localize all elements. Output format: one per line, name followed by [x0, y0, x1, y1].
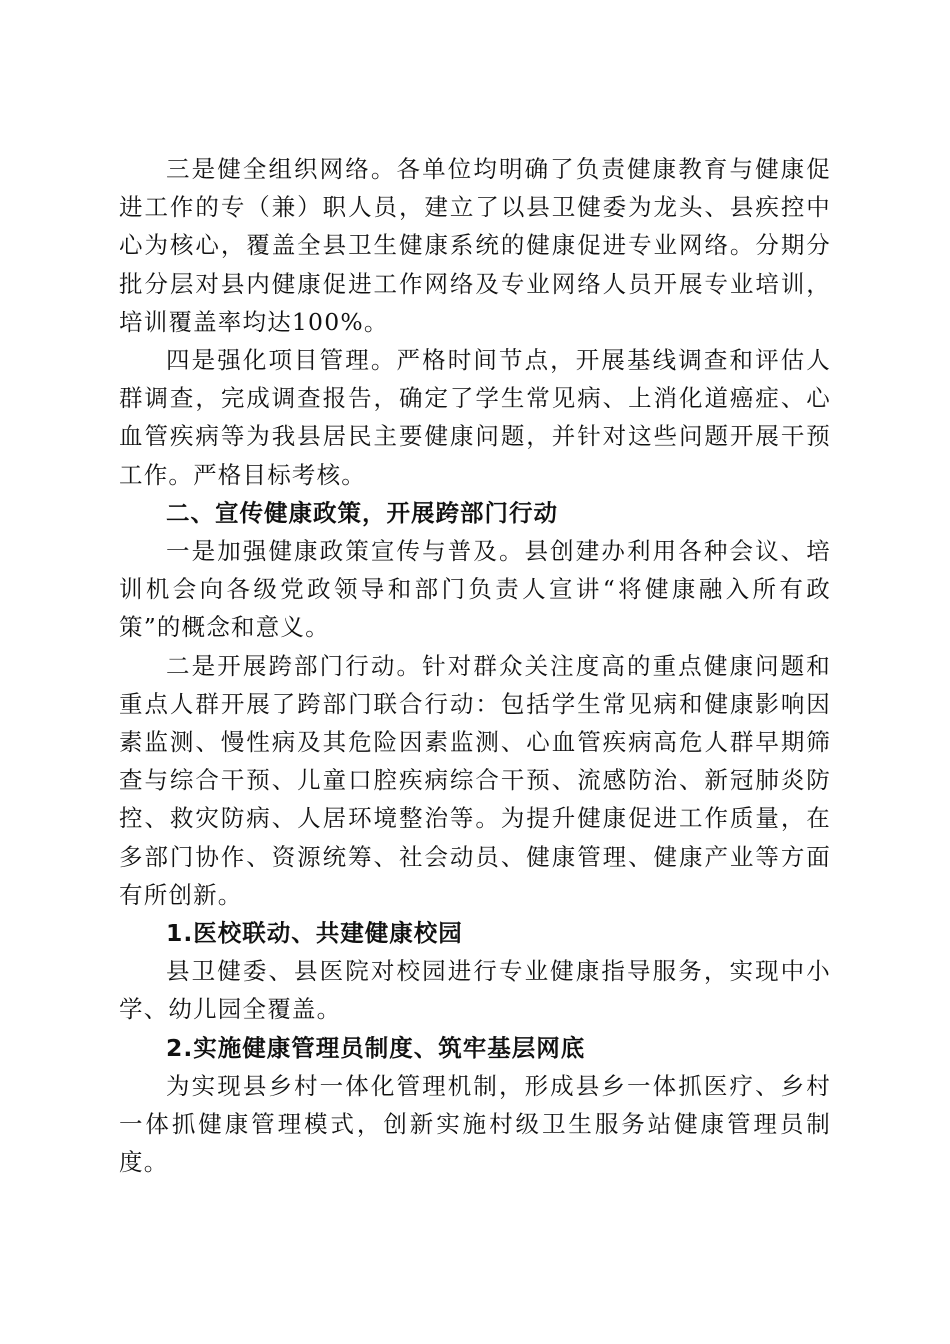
paragraph-health-manager: 为实现县乡村一体化管理机制，形成县乡一体抓医疗、乡村一体抓健康管理模式，创新实施村级卫生服务站健康管理员制度。	[119, 1071, 831, 1177]
paragraph-cross-department: 二是开展跨部门行动。针对群众关注度高的重点健康问题和重点人群开展了跨部门联合行动：包括学生常见病和健康影响因素监测、慢性病及其危险因素监测、心血管疾病高危人群早期筛查与综合干预、儿童口腔疾病综合干预、流感防治、新冠肺炎防控、救灾防病、人居环境整治等。为提升健康促进工作质量，在多部门协作、资源统筹、社会动员、健康管理、健康产业等方面有所创新。	[119, 651, 831, 909]
subheading-health-manager: 2.实施健康管理员制度、筑牢基层网底	[166, 1033, 586, 1062]
document-body	[119, 150, 831, 1181]
paragraph-project-management: 四是强化项目管理。严格时间节点，开展基线调查和评估人群调查，完成调查报告，确定了学生常见病、上消化道癌症、心血管疾病等为我县居民主要健康问题，并针对这些问题开展干预工作。严格目标考核。	[119, 346, 831, 489]
paragraph-policy-promotion: 一是加强健康政策宣传与普及。县创建办利用各种会议、培训机会向各级党政领导和部门负责人宣讲“将健康融入所有政策”的概念和意义。	[119, 537, 831, 642]
subheading-hospital-school: 1.医校联动、共建健康校园	[166, 919, 463, 948]
paragraph-organization-network: 三是健全组织网络。各单位均明确了负责健康教育与健康促进工作的专（兼）职人员，建立了以县卫健委为龙头、县疾控中心为核心，覆盖全县卫生健康系统的健康促进专业网络。分期分批分层对县内健康促进工作网络及专业网络人员开展专业培训，培训覆盖率均达100%。	[119, 155, 831, 336]
section-heading-policy: 二、宣传健康政策，开展跨部门行动	[166, 498, 558, 527]
paragraph-hospital-school: 县卫健委、县医院对校园进行专业健康指导服务，实现中小学、幼儿园全覆盖。	[119, 957, 831, 1024]
